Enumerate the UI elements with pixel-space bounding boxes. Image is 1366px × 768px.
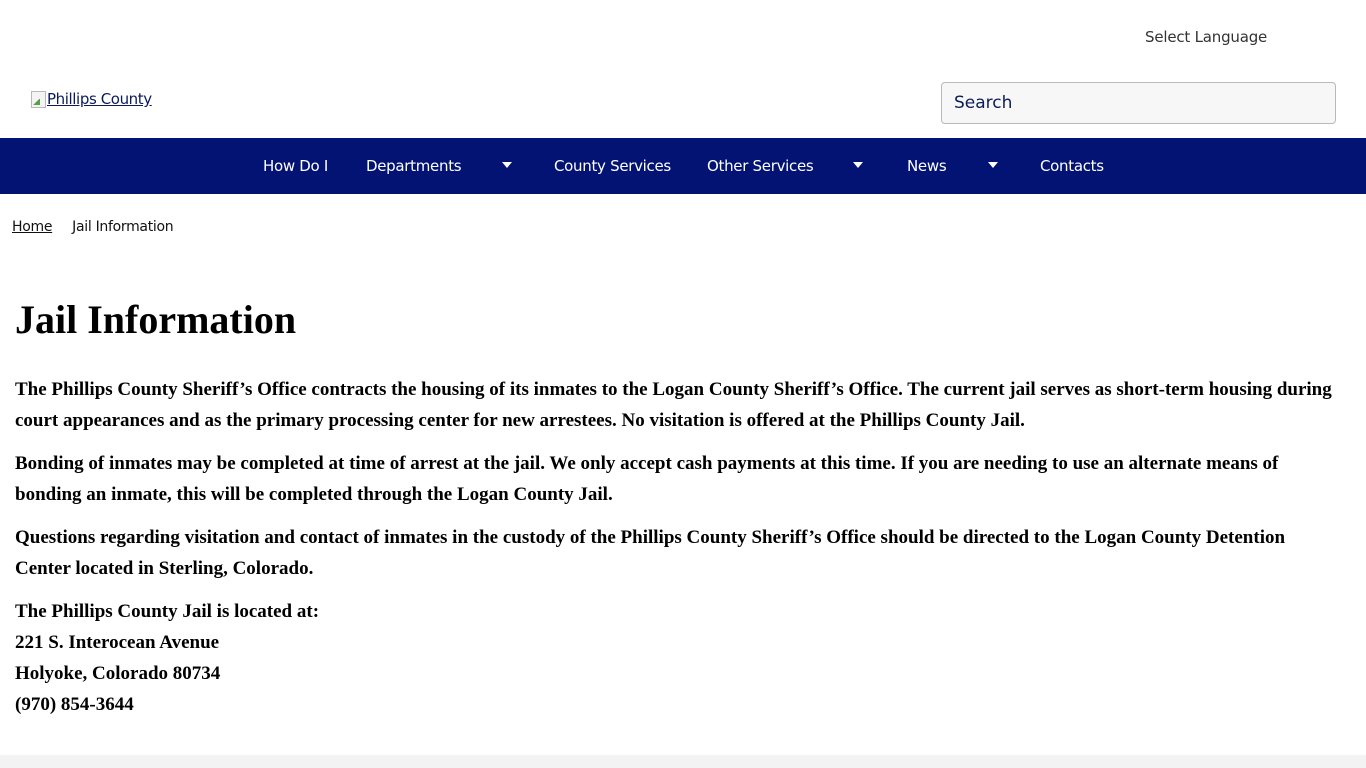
address-block bbox=[15, 596, 1335, 720]
nav-item-departments[interactable]: Departments bbox=[366, 157, 462, 175]
logo-link[interactable] bbox=[30, 90, 152, 108]
footer-strip bbox=[0, 755, 1366, 768]
main-navigation bbox=[0, 138, 1366, 194]
nav-item-contacts[interactable]: Contacts bbox=[1040, 157, 1104, 175]
nav-item-how-do-i[interactable]: How Do I bbox=[263, 157, 329, 175]
address-street: 221 S. Interocean Avenue bbox=[15, 632, 220, 653]
nav-item-news[interactable]: News bbox=[907, 157, 947, 175]
breadcrumb-current: Jail Information bbox=[72, 219, 174, 235]
breadcrumb-home-link[interactable]: Home bbox=[12, 219, 53, 235]
broken-image-icon bbox=[30, 90, 46, 108]
departments-dropdown-caret-icon[interactable] bbox=[502, 162, 512, 168]
select-language-dropdown[interactable]: Select Language bbox=[1145, 28, 1268, 46]
logo-alt-text: Phillips County bbox=[47, 90, 152, 108]
other-services-dropdown-caret-icon[interactable] bbox=[853, 162, 863, 168]
address-city-state-zip: Holyoke, Colorado 80734 bbox=[15, 663, 221, 684]
paragraph-questions: Questions regarding visitation and contact of inmates in the custody of the Phillips County Sheriff’s Office should be directed to the Logan County Detention Center located in Sterling, Colorado. bbox=[15, 527, 1286, 579]
breadcrumb bbox=[12, 219, 173, 235]
address-phone: (970) 854-3644 bbox=[15, 694, 134, 715]
nav-item-county-services[interactable]: County Services bbox=[554, 157, 671, 175]
page-content bbox=[15, 374, 1335, 720]
nav-item-other-services[interactable]: Other Services bbox=[707, 157, 814, 175]
paragraph-housing: The Phillips County Sheriff’s Office contracts the housing of its inmates to the Logan County Sheriff’s Office. The current jail serves as short-term housing during court appearances and as the primary processing center for new arrestees. No visitation is offered at the Phillips County Jail. bbox=[15, 379, 1332, 431]
search-input[interactable] bbox=[941, 82, 1336, 124]
news-dropdown-caret-icon[interactable] bbox=[988, 162, 998, 168]
page-title: Jail Information bbox=[15, 297, 297, 342]
paragraph-bonding: Bonding of inmates may be completed at time of arrest at the jail. We only accept cash payments at this time. If you are needing to use an alternate means of bonding an inmate, this will be completed through the Logan County Jail. bbox=[15, 453, 1279, 505]
address-intro: The Phillips County Jail is located at: bbox=[15, 601, 320, 622]
